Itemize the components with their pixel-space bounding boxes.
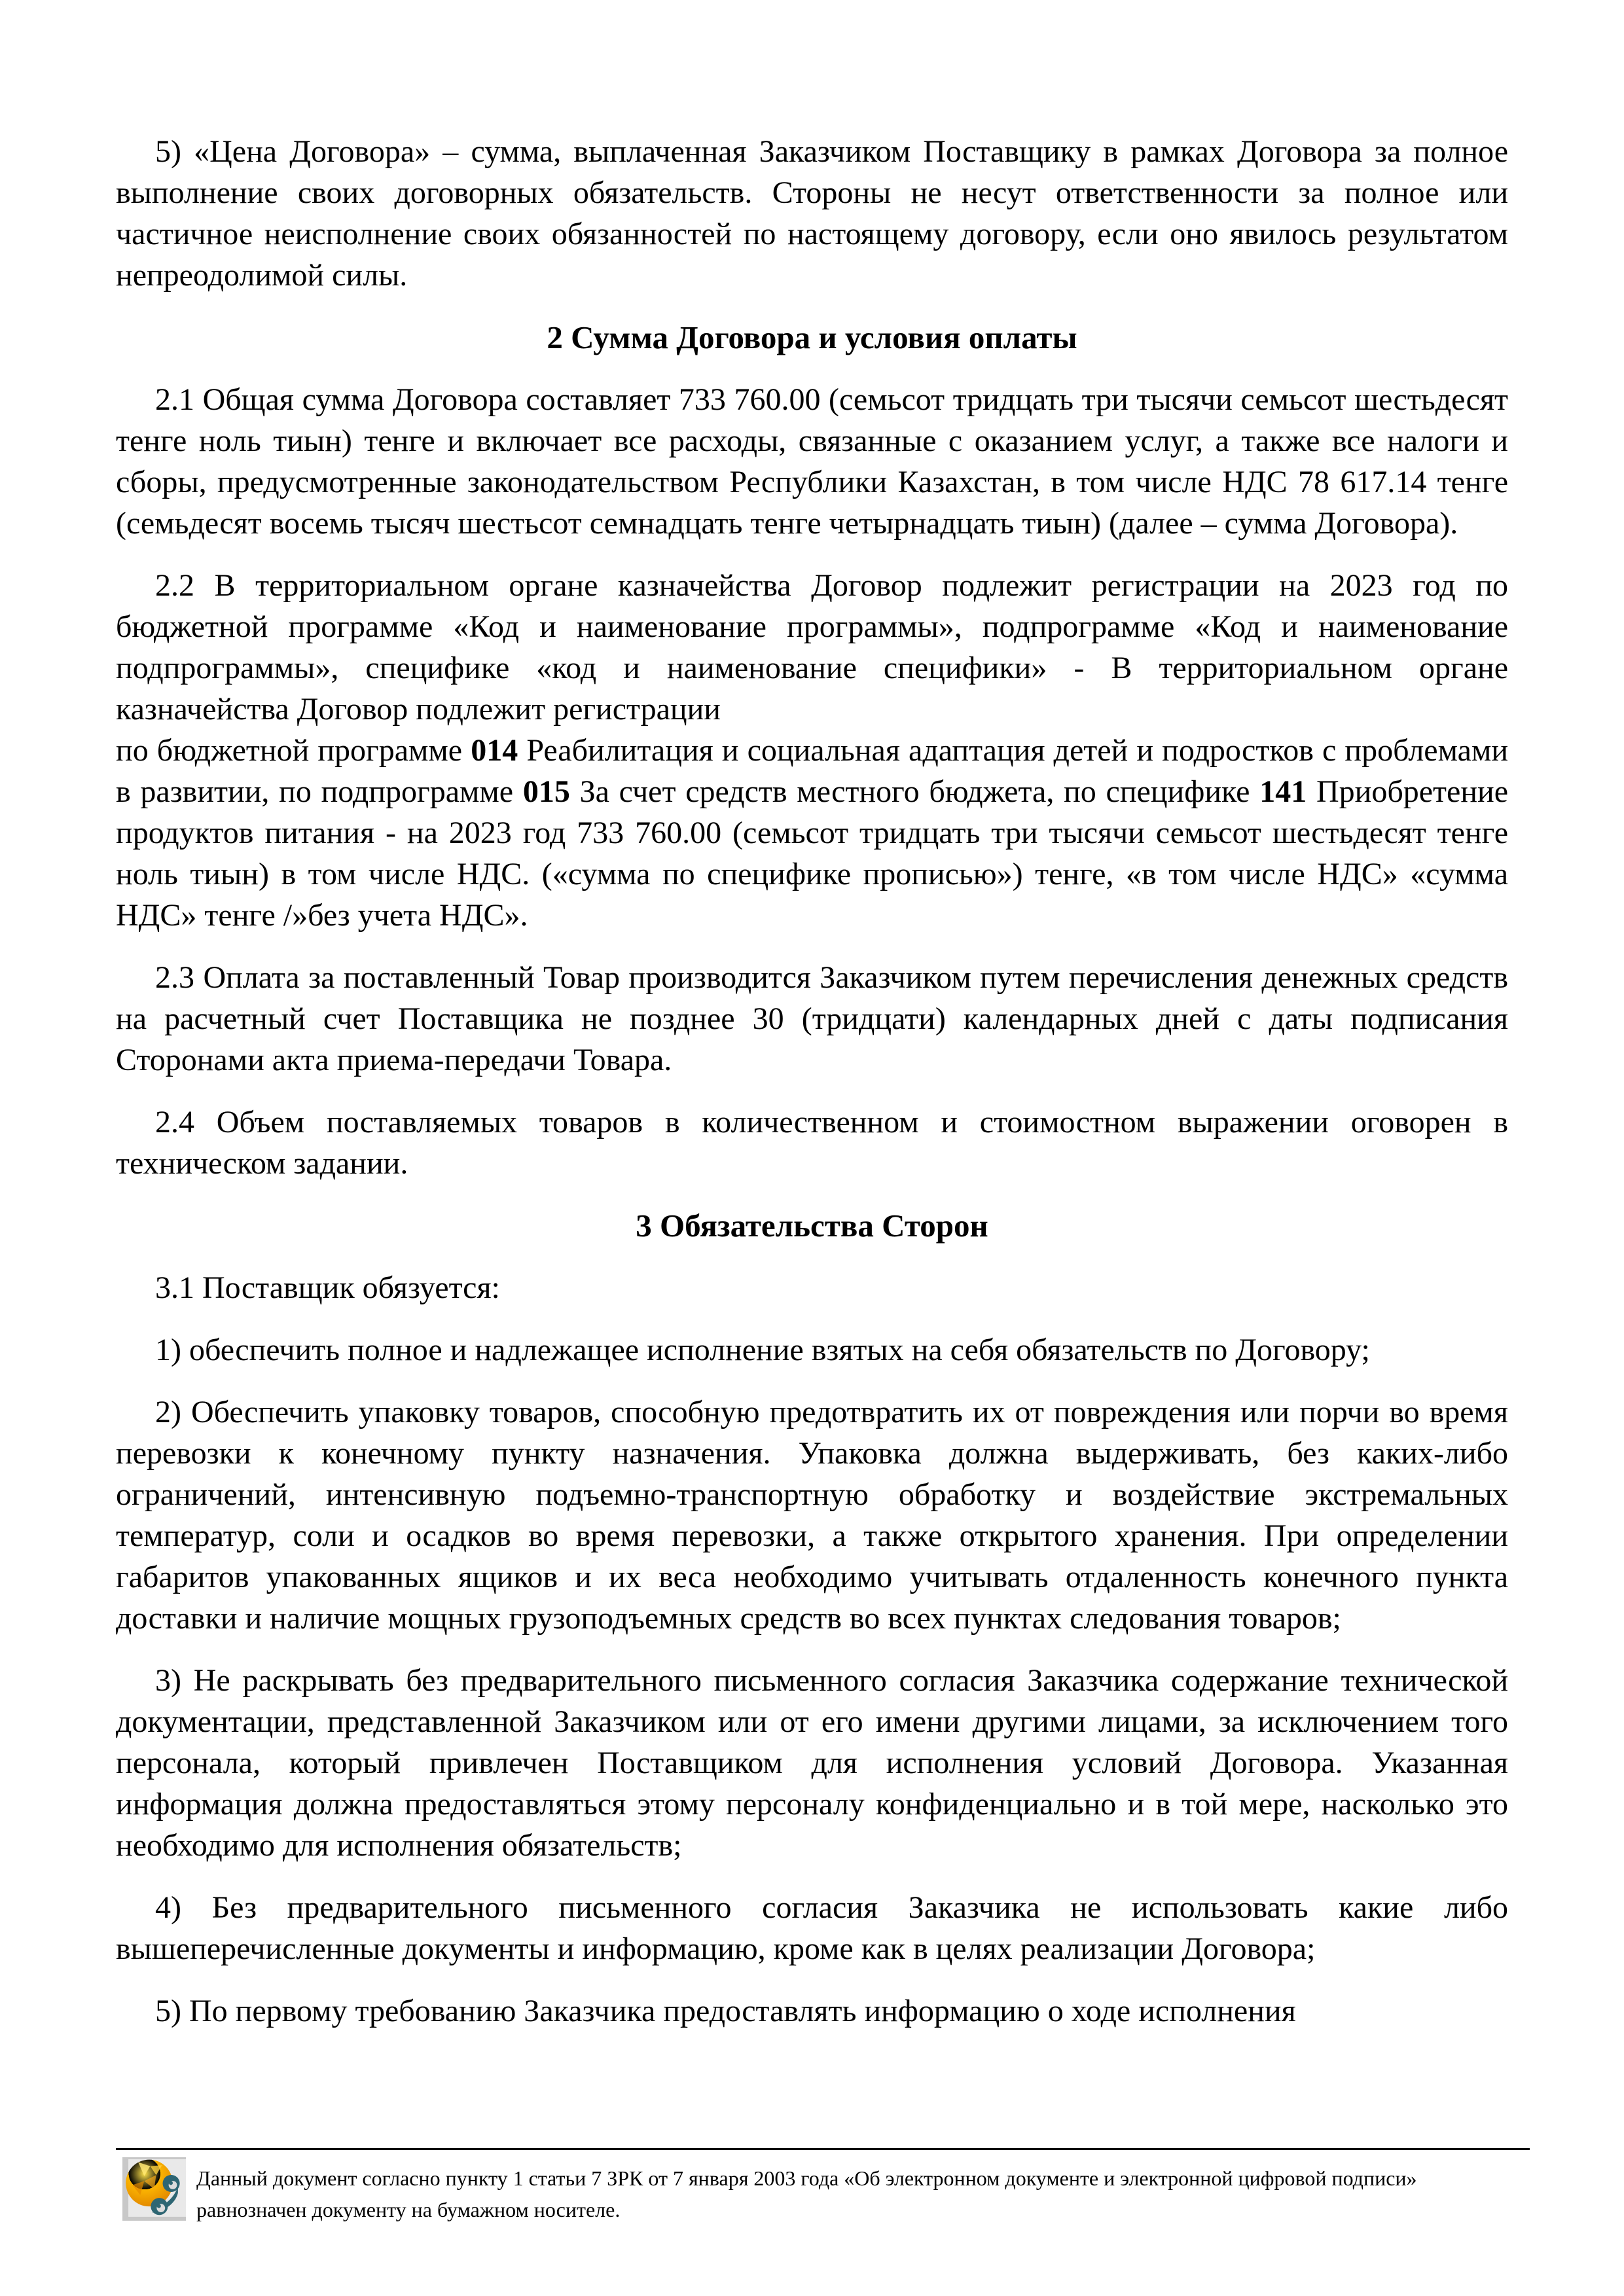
section-2-heading: 2 Сумма Договора и условия оплаты [547,319,1077,355]
footer [122,2157,1479,2225]
text-segment: Реабилитация и социальная адаптация детей и подростков с проблемами в развитии, по подпрограмме [116,733,1509,809]
clause-2-2-continuation [116,730,1508,936]
obligation-item-4: 4) Без предварительного письменного согласия Заказчика не использовать какие либо вышеперечисленные документы и информацию, кроме как в целях реализации Договора; [116,1890,1508,1966]
electronic-document-stamp-icon [122,2157,186,2221]
clause-2-3: 2.3 Оплата за поставленный Товар производится Заказчиком путем перечисления денежных средств на расчетный счет Поставщика не позднее 30 (тридцати) календарных дней с даты подписания Сторонами акта приема-передачи Товара. [116,960,1508,1077]
section-3-heading: 3 Обязательства Сторон [636,1208,988,1244]
text-segment: по бюджетной программе [116,733,471,768]
obligation-item-3: 3) Не раскрывать без предварительного письменного согласия Заказчика содержание технической документации, представленной Заказчиком или от его имени другими лицами, за исключением того персонала, который привлечен Поставщиком для исполнения условий Договора. Указанная информация должна предоставляться этому персоналу конфиденциально и в той мере, насколько это необходимо для исполнения обязательств; [116,1663,1508,1863]
clause-2-1: 2.1 Общая сумма Договора составляет 733 760.00 (семьсот тридцать три тысячи семьсот шестьдесят тенге ноль тиын) тенге и включает все расходы, связанные с оказанием услуг, а также все налоги и сборы, предусмотренные законодательством Республики Казахстан, в том числе НДС 78 617.14 тенге (семьдесят восемь тысяч шестьсот семнадцать тенге четырнадцать тиын) (далее – сумма Договора). [116,382,1508,541]
budget-program-code: 014 [471,733,518,768]
obligation-item-5: 5) По первому требованию Заказчика предоставлять информацию о ходе исполнения [155,1994,1296,2028]
clause-3-1: 3.1 Поставщик обязуется: [155,1270,500,1305]
budget-subprogram-code: 015 [522,774,570,809]
clause-5-contract-price: 5) «Цена Договора» – сумма, выплаченная Заказчиком Поставщику в рамках Договора за полное выполнение своих договорных обязательств. Стороны не несут ответственности за полное или частичное неисполнение своих обязанностей по настоящему договору, если оно явилось результатом непреодолимой силы. [116,134,1508,293]
footer-divider [116,2148,1530,2150]
clause-2-2: 2.2 В территориальном органе казначейства Договор подлежит регистрации на 2023 год по бюджетной программе «Код и наименование программы», подпрограмме «Код и наименование подпрограммы», специфике «код и наименование специфики» - В территориальном органе казначейства Договор подлежит регистрации [116,568,1508,726]
clause-2-4: 2.4 Объем поставляемых товаров в количественном и стоимостном выражении оговорен в техническом задании. [116,1105,1508,1181]
obligation-item-2: 2) Обеспечить упаковку товаров, способную предотвратить их от повреждения или порчи во время перевозки к конечному пункту назначения. Упаковка должна выдерживать, без каких-либо ограничений, интенсивную подъемно-транспортную обработку и воздействие экстремальных температур, соли и осадков во время перевозки, а также открытого хранения. При определении габаритов упакованных ящиков и их веса необходимо учитывать отдаленность конечного пункта доставки и наличие мощных грузоподъемных средств во всех пунктах следования товаров; [116,1395,1508,1636]
text-segment: Приобретение продуктов питания - на 2023 год 733 760.00 (семьсот тридцать три тысячи семьсот шестьдесят тенге ноль тиын) в том числе НДС. («сумма по специфике прописью») тенге, «в том числе НДС» «сумма НДС» тенге /»без учета НДС». [116,774,1509,933]
budget-specific-code: 141 [1259,774,1307,809]
obligation-item-1: 1) обеспечить полное и надлежащее исполнение взятых на себя обязательств по Договору; [155,1333,1370,1367]
contract-text [116,131,1508,2053]
footer-note: Данный документ согласно пункту 1 статьи 7 ЗРК от 7 января 2003 года «Об электронном документе и электронной цифровой подписи» равнозначен документу на бумажном носителе. [196,2166,1417,2221]
text-segment: За счет средств местного бюджета, по специфике [569,774,1260,809]
